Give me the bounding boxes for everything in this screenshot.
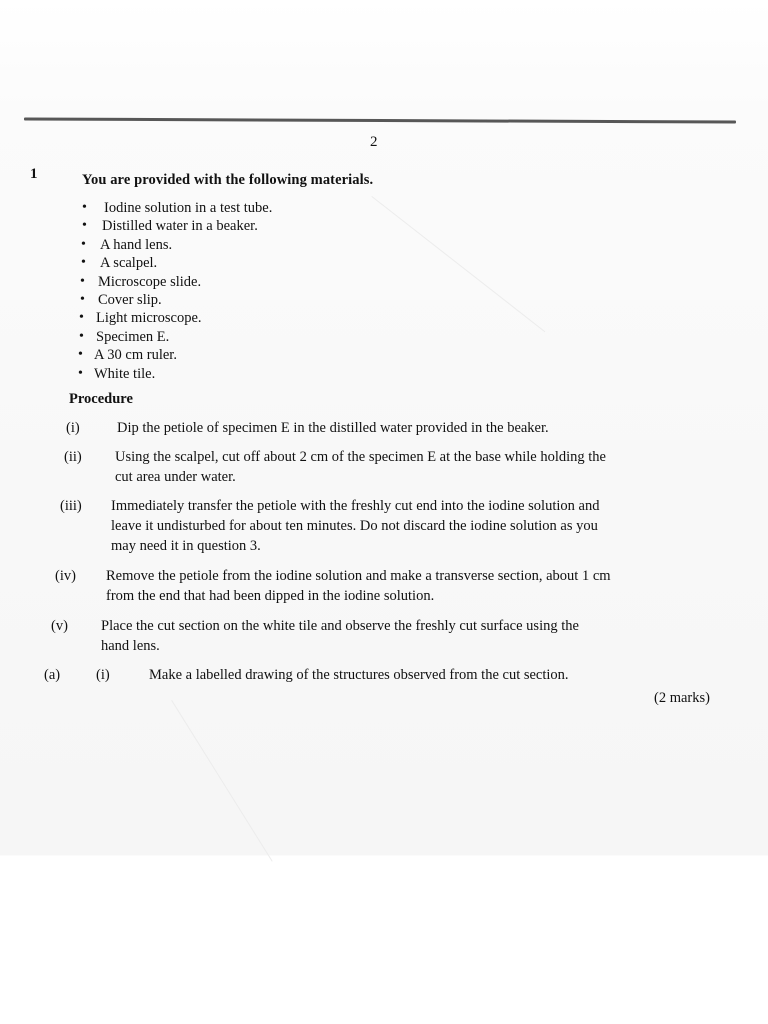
exam-page: 2 1 You are provided with the following materials. • Iodine solution in a test tube. • Distilled water in a beaker. • A hand lens. • A scalpel. • Microscope slide. • Cover slip. • Light microscope. • Specimen E. • A 30 cm ruler. • White tile. Procedure (i) Dip the petiole of specimen E in the distilled water provided in the beaker. (ii) Using the scalpel, cut off about 2 cm of the specimen E at the base while holding the cut area under water. (iii) Immediately transfer the petiole with the freshly cut end into the iodine solution and leave it undisturbed for about ten minutes. Do not discard the iodine solution as you may need it in question 3. (iv) Remove the petiole from the iodine solution and make a transverse section, about 1 cm from the end that had been dipped in the iodine solution. (v) Place the cut section on the white tile and observe the freshly cut surface using the hand lens. (a) (i) Make a labelled drawing of the structures observed from the cut section. (2 marks) — [0, 0, 768, 1024]
part-label: (a) — [44, 667, 61, 683]
marks-allocation: (2 marks) — [654, 690, 710, 706]
step-number: (iv) — [55, 568, 76, 584]
step-text: Using the scalpel, cut off about 2 cm of the specimen E at the base while holding the cut area under water. — [115, 449, 606, 485]
procedure-heading: Procedure — [69, 391, 133, 407]
step-number: (i) — [66, 420, 80, 436]
step-number: (iii) — [60, 498, 82, 514]
question-number: 1 — [30, 166, 38, 182]
question-text: Make a labelled drawing of the structures observed from the cut section. — [149, 667, 569, 683]
page-number: 2 — [370, 134, 378, 150]
sub-part-label: (i) — [96, 667, 110, 683]
question-part-a — [44, 667, 569, 684]
step-text: Immediately transfer the petiole with the freshly cut end into the iodine solution and leave it undisturbed for about ten minutes. Do not discard the iodine solution as you may need it in question 3. — [111, 498, 600, 554]
step-text: Place the cut section on the white tile and observe the freshly cut surface using the hand lens. — [101, 618, 579, 654]
step-number: (ii) — [64, 449, 82, 465]
watermark-trace — [371, 196, 545, 332]
header-rule — [24, 117, 736, 123]
step-text: Dip the petiole of specimen E in the distilled water provided in the beaker. — [117, 420, 549, 436]
materials-intro: You are provided with the following materials. — [82, 172, 374, 188]
step-text: Remove the petiole from the iodine solution and make a transverse section, about 1 cm from the end that had been dipped in the iodine solution. — [106, 568, 611, 604]
watermark-trace — [171, 700, 273, 862]
step-number: (v) — [51, 618, 68, 634]
